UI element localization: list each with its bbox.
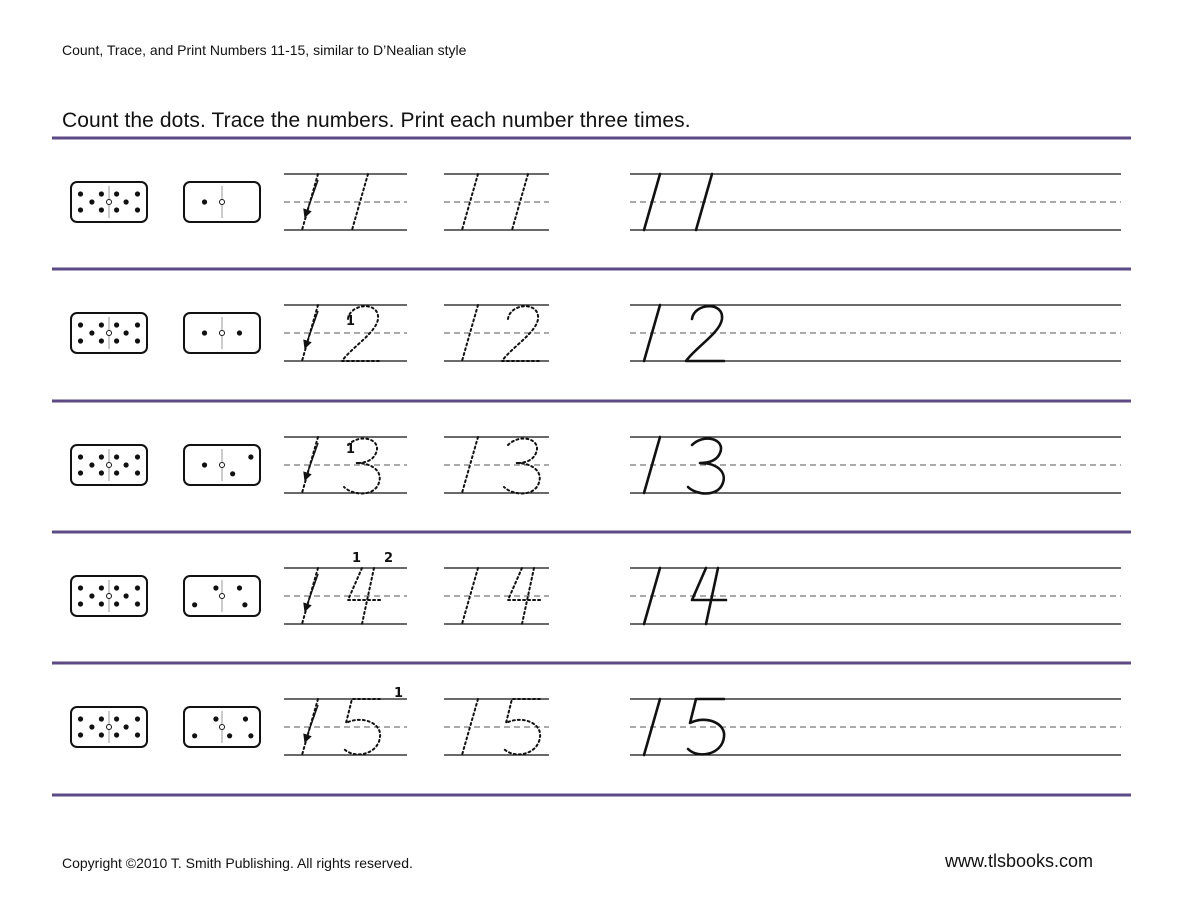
digit-3 (688, 439, 724, 494)
domino-dot (99, 454, 104, 459)
digit-1 (696, 174, 712, 230)
stroke-arrow (306, 574, 318, 608)
stroke-order-label: 1 (394, 686, 404, 701)
domino-dot (99, 191, 104, 196)
domino-dot (124, 593, 129, 598)
domino-center (107, 331, 112, 336)
domino-dot (135, 470, 140, 475)
domino-dot (237, 330, 242, 335)
domino-center (107, 200, 112, 205)
domino-dot (248, 454, 253, 459)
domino-dot (114, 470, 119, 475)
print-guide (630, 305, 1121, 361)
domino-dot (114, 732, 119, 737)
digit-1 (644, 437, 660, 493)
domino-dot (135, 601, 140, 606)
row-14 (71, 568, 1121, 624)
digit-1 (644, 568, 660, 624)
trace-guide-with-arrows (284, 568, 407, 624)
stroke-arrow (306, 705, 318, 739)
worksheet-rows (71, 174, 1121, 755)
trace-guide (444, 699, 549, 755)
domino-dot (78, 191, 83, 196)
domino-dot (99, 585, 104, 590)
stroke-arrow (306, 443, 318, 477)
domino-dot (124, 724, 129, 729)
domino-dot (114, 716, 119, 721)
domino-dot (89, 330, 94, 335)
domino-left (71, 576, 147, 616)
domino-dot (78, 732, 83, 737)
domino-dot (248, 733, 253, 738)
domino-dot (114, 585, 119, 590)
domino-dot (99, 207, 104, 212)
print-guide (630, 699, 1121, 755)
trace-guide-with-arrows (284, 699, 407, 755)
domino-dot (230, 471, 235, 476)
stroke-order-label: 1 (346, 314, 356, 329)
domino-dot (202, 330, 207, 335)
domino-left (71, 707, 147, 747)
domino-dot (78, 207, 83, 212)
domino-dot (78, 454, 83, 459)
domino-dot (89, 724, 94, 729)
domino-dot (99, 470, 104, 475)
domino-dot (78, 601, 83, 606)
digit-1 (644, 174, 660, 230)
domino-dot (99, 732, 104, 737)
domino-dot (135, 322, 140, 327)
instructions-text: Count the dots. Trace the numbers. Print each number three times. (62, 109, 691, 132)
trace-guide (444, 305, 549, 361)
domino-dot (135, 716, 140, 721)
domino-right (184, 707, 260, 747)
print-guide (630, 437, 1121, 493)
domino-dot (135, 338, 140, 343)
domino-dot (114, 601, 119, 606)
domino-center (220, 725, 225, 730)
domino-left (71, 182, 147, 222)
row-12 (71, 305, 1121, 361)
domino-dot (99, 716, 104, 721)
worksheet-title: Count, Trace, and Print Numbers 11-15, similar to D’Nealian style (62, 42, 467, 58)
stroke-order-label: 2 (384, 551, 394, 566)
domino-dot (114, 191, 119, 196)
domino-center (107, 725, 112, 730)
domino-right (184, 182, 260, 222)
domino-dot (78, 470, 83, 475)
domino-dot (78, 716, 83, 721)
domino-right (184, 445, 260, 485)
domino-dot (202, 462, 207, 467)
domino-dot (135, 207, 140, 212)
domino-dot (78, 585, 83, 590)
domino-dot (124, 462, 129, 467)
domino-dot (78, 322, 83, 327)
domino-dot (242, 602, 247, 607)
copyright-text: Copyright ©2010 T. Smith Publishing. All rights reserved. (62, 855, 413, 871)
domino-dot (135, 454, 140, 459)
stroke-order-label: 1 (346, 442, 356, 457)
domino-dot (213, 585, 218, 590)
domino-right (184, 576, 260, 616)
domino-center (220, 200, 225, 205)
domino-dot (99, 338, 104, 343)
domino-center (107, 594, 112, 599)
domino-dot (135, 585, 140, 590)
trace-guide (444, 437, 549, 493)
domino-center (220, 331, 225, 336)
website-link[interactable]: www.tlsbooks.com (945, 851, 1094, 871)
digit-1 (644, 699, 660, 755)
domino-center (220, 594, 225, 599)
domino-dot (135, 191, 140, 196)
domino-dot (114, 454, 119, 459)
row-11 (71, 174, 1121, 230)
stroke-arrow (306, 311, 318, 345)
domino-center (107, 463, 112, 468)
domino-dot (89, 462, 94, 467)
trace-guide (444, 568, 549, 624)
domino-dot (114, 207, 119, 212)
domino-left (71, 313, 147, 353)
domino-dot (192, 733, 197, 738)
domino-dot (114, 322, 119, 327)
trace-guide (444, 174, 549, 230)
row-15 (71, 699, 1121, 755)
domino-dot (135, 732, 140, 737)
stroke-arrow (306, 180, 318, 214)
domino-dot (99, 601, 104, 606)
domino-dot (99, 322, 104, 327)
domino-dot (227, 733, 232, 738)
domino-dot (237, 585, 242, 590)
digit-3 (504, 439, 540, 494)
domino-center (220, 463, 225, 468)
domino-dot (78, 338, 83, 343)
domino-dot (202, 199, 207, 204)
domino-dot (89, 593, 94, 598)
stroke-order-label: 1 (352, 551, 362, 566)
domino-dot (192, 602, 197, 607)
domino-dot (243, 716, 248, 721)
domino-dot (89, 199, 94, 204)
domino-dot (213, 716, 218, 721)
row-13 (71, 437, 1121, 494)
domino-dot (114, 338, 119, 343)
domino-dot (124, 330, 129, 335)
domino-right (184, 313, 260, 353)
domino-dot (124, 199, 129, 204)
digit-2 (686, 306, 724, 361)
digit-2 (502, 306, 540, 361)
trace-guide-with-arrows (284, 174, 407, 230)
digit-1 (644, 305, 660, 361)
domino-left (71, 445, 147, 485)
